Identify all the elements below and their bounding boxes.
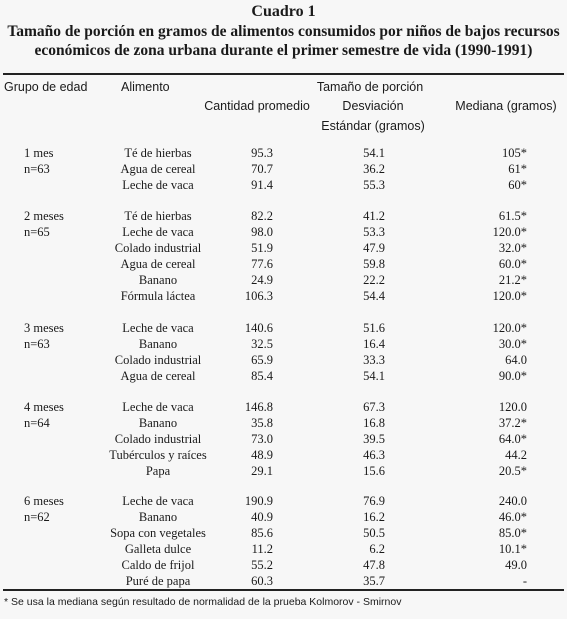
mean-cell: 48.9 (251, 448, 273, 462)
sd-cell: 35.7 (363, 574, 385, 588)
mean-cell: 35.8 (251, 416, 273, 430)
sd-cell: 33.3 (363, 353, 385, 367)
food-cell: Banano (138, 416, 178, 430)
food-cell: Agua de cereal (120, 369, 196, 383)
age-group-label: 6 meses (24, 494, 64, 508)
sd-cell: 39.5 (363, 432, 385, 446)
food-cell: Agua de cereal (120, 162, 196, 176)
food-cell: Banano (138, 510, 178, 524)
mean-cell: 11.2 (251, 542, 273, 556)
sd-cell: 59.8 (363, 257, 385, 271)
mean-cell: 29.1 (251, 464, 273, 478)
sd-cell: 6.2 (369, 542, 385, 556)
median-cell: 120.0* (492, 225, 527, 239)
median-cell: 20.5* (498, 464, 527, 478)
median-cell: 105* (502, 146, 527, 160)
food-cell: Papa (145, 464, 171, 478)
median-cell: 49.0 (505, 558, 527, 572)
food-cell: Leche de vaca (122, 494, 194, 508)
sd-cell: 54.1 (363, 146, 385, 160)
food-cell: Colado industrial (114, 241, 202, 255)
median-cell: - (522, 574, 527, 588)
median-cell: 90.0* (498, 369, 527, 383)
food-cell: Galleta dulce (124, 542, 192, 556)
age-group-label: 3 meses (24, 321, 64, 335)
sd-cell: 16.2 (363, 510, 385, 524)
food-cell: Sopa con vegetales (110, 526, 206, 540)
median-cell: 60.0* (498, 257, 527, 271)
mean-cell: 24.9 (251, 273, 273, 287)
sd-cell: 15.6 (363, 464, 385, 478)
median-cell: 120.0* (492, 289, 527, 303)
median-cell: 30.0* (498, 337, 527, 351)
sd-cell: 41.2 (363, 209, 385, 223)
food-cell: Caldo de frijol (121, 558, 195, 572)
header-median: Mediana (gramos) (455, 99, 557, 113)
mean-cell: 146.8 (244, 400, 273, 414)
sd-cell: 47.8 (363, 558, 385, 572)
age-group-n: n=64 (24, 416, 50, 430)
table-title-line-1: Tamaño de porción en gramos de alimentos consumidos por niños de bajos recursos (7, 23, 560, 40)
header-sd: Desviación (342, 99, 404, 113)
bottom-rule (3, 589, 564, 591)
top-rule (3, 73, 564, 75)
sd-cell: 76.9 (363, 494, 385, 508)
mean-cell: 85.6 (251, 526, 273, 540)
food-cell: Tubérculos y raíces (109, 448, 207, 462)
food-cell: Agua de cereal (120, 257, 196, 271)
sd-cell: 36.2 (363, 162, 385, 176)
food-cell: Té de hierbas (124, 209, 192, 223)
mean-cell: 55.2 (251, 558, 273, 572)
header-sd-units: Estándar (gramos) (321, 119, 425, 133)
mean-cell: 140.6 (244, 321, 273, 335)
mean-cell: 70.7 (251, 162, 273, 176)
food-cell: Leche de vaca (122, 178, 194, 192)
food-cell: Banano (138, 337, 178, 351)
median-cell: 21.2* (498, 273, 527, 287)
mean-cell: 32.5 (251, 337, 273, 351)
sd-cell: 16.4 (363, 337, 385, 351)
mean-cell: 77.6 (251, 257, 273, 271)
median-cell: 240.0 (498, 494, 527, 508)
age-group-n: n=65 (24, 225, 50, 239)
age-group-label: 2 meses (24, 209, 64, 223)
sd-cell: 47.9 (363, 241, 385, 255)
header-food: Alimento (121, 80, 170, 94)
mean-cell: 91.4 (251, 178, 273, 192)
sd-cell: 54.4 (363, 289, 385, 303)
food-cell: Puré de papa (125, 574, 191, 588)
header-age-group: Grupo de edad (4, 80, 88, 94)
mean-cell: 60.3 (251, 574, 273, 588)
mean-cell: 190.9 (244, 494, 273, 508)
median-cell: 64.0 (505, 353, 527, 367)
mean-cell: 40.9 (251, 510, 273, 524)
sd-cell: 53.3 (363, 225, 385, 239)
age-group-label: 1 mes (24, 146, 54, 160)
food-cell: Leche de vaca (122, 321, 194, 335)
food-cell: Leche de vaca (122, 225, 194, 239)
sd-cell: 22.2 (363, 273, 385, 287)
median-cell: 44.2 (505, 448, 527, 462)
age-group-label: 4 meses (24, 400, 64, 414)
median-cell: 64.0* (498, 432, 527, 446)
mean-cell: 73.0 (251, 432, 273, 446)
age-group-n: n=63 (24, 337, 50, 351)
median-cell: 60* (508, 178, 527, 192)
food-cell: Fórmula láctea (120, 289, 196, 303)
sd-cell: 16.8 (363, 416, 385, 430)
mean-cell: 98.0 (251, 225, 273, 239)
median-cell: 10.1* (498, 542, 527, 556)
table-number: Cuadro 1 (251, 3, 316, 20)
footnote: * Se usa la mediana según resultado de normalidad de la prueba Kolmorov - Smirnov (4, 596, 402, 608)
age-group-n: n=63 (24, 162, 50, 176)
mean-cell: 85.4 (251, 369, 273, 383)
mean-cell: 65.9 (251, 353, 273, 367)
header-mean: Cantidad promedio (204, 99, 310, 113)
sd-cell: 67.3 (363, 400, 385, 414)
median-cell: 32.0* (498, 241, 527, 255)
sd-cell: 54.1 (363, 369, 385, 383)
food-cell: Té de hierbas (124, 146, 192, 160)
header-portion-size: Tamaño de porción (316, 80, 424, 94)
median-cell: 37.2* (498, 416, 527, 430)
sd-cell: 51.6 (363, 321, 385, 335)
median-cell: 85.0* (498, 526, 527, 540)
median-cell: 46.0* (498, 510, 527, 524)
mean-cell: 106.3 (244, 289, 273, 303)
sd-cell: 46.3 (363, 448, 385, 462)
sd-cell: 55.3 (363, 178, 385, 192)
food-cell: Leche de vaca (122, 400, 194, 414)
median-cell: 120.0* (492, 321, 527, 335)
mean-cell: 51.9 (251, 241, 273, 255)
median-cell: 61* (508, 162, 527, 176)
mean-cell: 95.3 (251, 146, 273, 160)
food-cell: Banano (138, 273, 178, 287)
table-title-line-2: económicos de zona urbana durante el primer semestre de vida (1990-1991) (34, 42, 533, 59)
food-cell: Colado industrial (114, 432, 202, 446)
mean-cell: 82.2 (251, 209, 273, 223)
median-cell: 61.5* (498, 209, 527, 223)
median-cell: 120.0 (498, 400, 527, 414)
sd-cell: 50.5 (363, 526, 385, 540)
age-group-n: n=62 (24, 510, 50, 524)
food-cell: Colado industrial (114, 353, 202, 367)
